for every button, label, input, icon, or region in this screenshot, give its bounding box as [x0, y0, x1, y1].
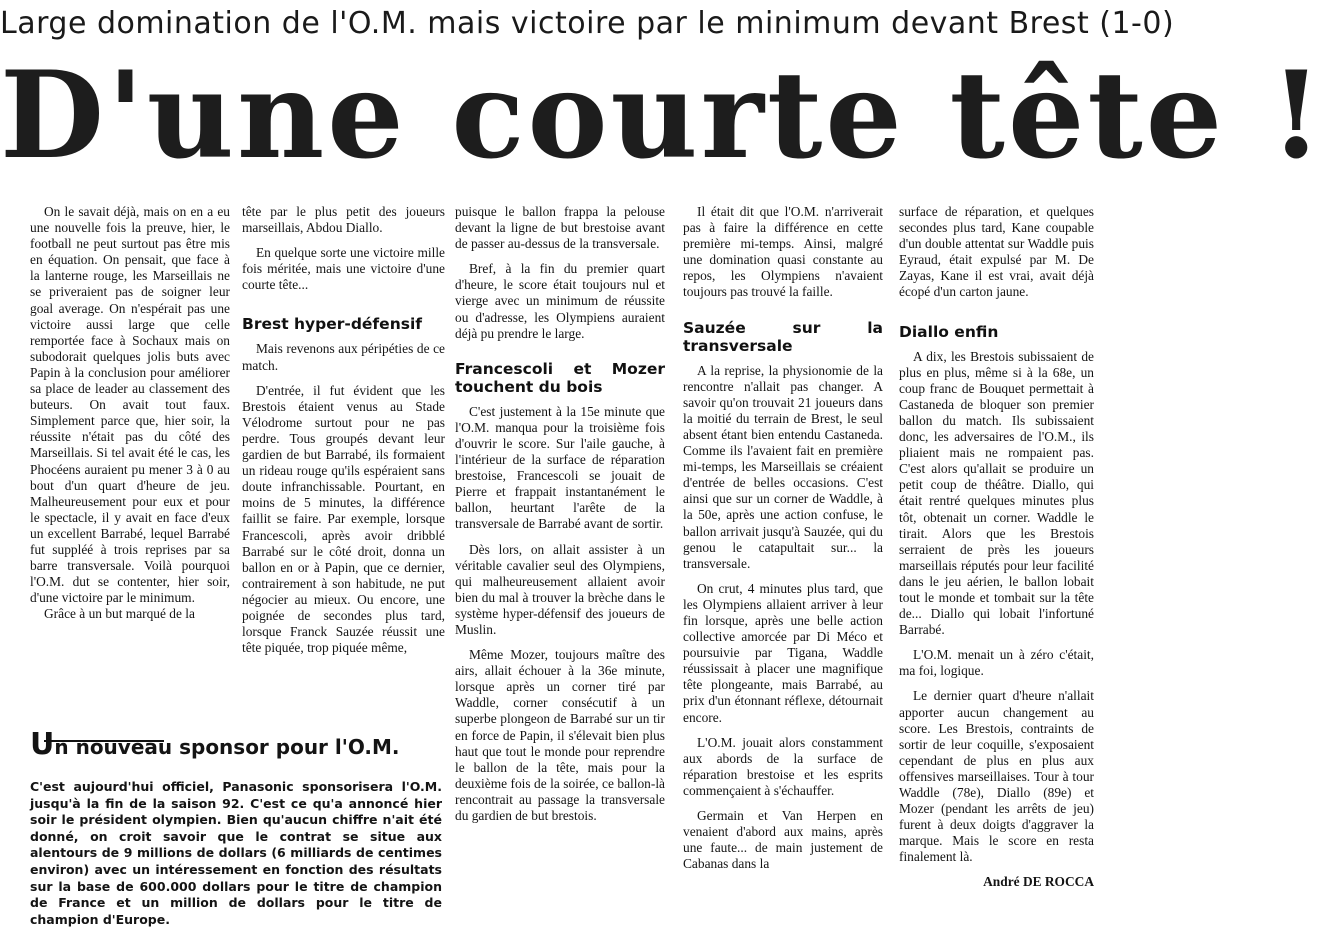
article-column-5 — [899, 204, 1094, 891]
article-column-3 — [455, 204, 665, 833]
article-paragraph: Il était dit que l'O.M. n'arriverait pas à faire la différence en cette première mi-temps. Ainsi, malgré une domination quasi constante au repos, les Olympiens n'avaient toujours pas trouvé la faille. — [683, 204, 883, 300]
article-paragraph: Germain et Van Herpen en venaient d'abord aux mains, après une faute... de main justement de Cabanas dans la — [683, 808, 883, 872]
article-paragraph: tête par le plus petit des joueurs marseillais, Abdou Diallo. — [242, 204, 445, 236]
sponsor-dropcap: U — [30, 727, 55, 762]
article-paragraph: On crut, 4 minutes plus tard, que les Olympiens allaient arriver à leur fin lorsque, après une belle action collective amorcée par Di Méco et poursuivie par Tigana, Waddle réussissait à placer une magnifique tête plongeante, mais Barrabé, au prix d'un étonnant réflexe, détournait encore. — [683, 580, 883, 725]
section-heading: Brest hyper-défensif — [242, 315, 423, 334]
section-heading: Francescoli et Mozer touchent du bois — [455, 359, 665, 396]
article-column-2 — [242, 204, 445, 665]
article-paragraph: Le dernier quart d'heure n'allait apporter aucun changement au score. Les Brestois, contraints de sortir de leur coquille, s'exposaient cependant de plus en plus aux offensives marseillaises. Tour à tour Waddle (78e), Diallo (89e) et Mozer (pendant les arrêts de jeu) furent à deux doigts d'aggraver la marque. Mais le score en resta finalement là. — [899, 688, 1094, 865]
article-paragraph: Grâce à un but marqué de la — [44, 606, 195, 622]
section-heading: Diallo enfin — [899, 322, 999, 341]
subtitle: Large domination de l'O.M. mais victoire par le minimum devant Brest (1-0) — [0, 6, 1175, 41]
article-paragraph: Même Mozer, toujours maître des airs, allait échouer à la 36e minute, lorsque après un corner tiré par Waddle, corner consécutif à un superbe plongeon de Barrabé sur un tir en force de Papin, il s'élevait bien plus haut que tout le monde pour reprendre le ballon de la tête, mais pour la deuxième fois de la soirée, ce ballon-là rencontrait au passage la transversale du gardien de but brestois. — [455, 647, 665, 823]
article-paragraph: Bref, à la fin du premier quart d'heure, le score était toujours nul et vierge avec un minimum de réussite ou d'adresse, les Olympiens auraient déjà pu prendre le large. — [455, 261, 665, 341]
article-paragraph: En quelque sorte une victoire mille fois méritée, mais une victoire d'une courte tête... — [242, 245, 445, 293]
article-paragraph: L'O.M. jouait alors constamment aux abords de la surface de réparation brestoise et les esprits commençaient à s'échauffer. — [683, 734, 883, 798]
article-column-1 — [30, 204, 230, 631]
article-paragraph: puisque le ballon frappa la pelouse devant la ligne de but brestoise avant de passer au-dessus de la transversale. — [455, 204, 665, 252]
article-paragraph: C'est justement à la 15e minute que l'O.M. manqua pour la troisième fois d'ouvrir le score. Sur l'aile gauche, à l'intérieur de la surface de réparation brestoise, Francescoli se jouait de Pierre et frappait instantanément le ballon, heurtant l'arête de la transversale de Barrabé avant de sortir. — [455, 403, 665, 532]
article-paragraph: L'O.M. menait un à zéro c'était, ma foi, logique. — [899, 647, 1094, 679]
headline: D'une courte tête ! — [0, 45, 1326, 186]
article-paragraph: On le savait déjà, mais on en a eu une nouvelle fois la preuve, hier, le football ne peut surtout pas être mis en équation. On pensait, que face à la lanterne rouge, les Marseillais ne se priveraient pas de soigner leur goal average. On n'espérait pas une victoire aussi large que celle remportée face à Sochaux mais on subodorait quelques jolis buts avec Papin à la conclusion pour améliorer sa place de leader au classement des buteurs. On avait tout faux. Simplement parce que, hier soir, la réussite n'était pas du côté des Marseillais. Si tel avait été le cas, les Phocéens auraient pu mener 3 à 0 au bout d'un quart d'heure de jeu. Malheureusement pour eux et pour le spectacle, il y avait en face d'eux un excellent Barrabé, lequel Barrabé fut suppléé à trois reprises par sa barre transversale. Voilà pourquoi l'O.M. dut se contenter, hier soir, d'une victoire par le minimum. — [30, 204, 230, 606]
article-column-4 — [683, 204, 883, 881]
article-paragraph: Dès lors, on allait assister à un véritable cavalier seul des Olympiens, qui malheureusement allaient avoir bien du mal à trouver la brèche dans le système hyper-défensif des joueurs de Muslin. — [455, 541, 665, 637]
byline: André DE ROCCA — [983, 874, 1094, 890]
article-paragraph: D'entrée, il fut évident que les Brestois étaient venus au Stade Vélodrome surtout pour ne pas perdre. Tous groupés devant leur gardien de but Barrabé, ils formaient un rideau rouge qu'ils espéraient sans doute infranchissable. Pourtant, en moins de 5 minutes, la différence faillit se faire. Par exemple, lorsque Francescoli, après avoir dribblé Barrabé sur le côté droit, donna un ballon en or à Papin, que ce dernier, contrairement à son habitude, ne put négocier au mieux. Ou encore, une poignée de secondes plus tard, lorsque Franck Sauzée réussit une tête piquée, trop piquée même, — [242, 382, 445, 656]
sponsor-title-rule — [44, 740, 164, 742]
sponsor-body: C'est aujourd'hui officiel, Panasonic sponsorisera l'O.M. jusqu'à la fin de la saison 92. C'est ce qu'a annoncé hier soir le président olympien. Bien qu'aucun chiffre n'ait été donné, on croit savoir que le contrat se situe aux alentours de 9 millions de dollars (6 milliards de centimes environ) avec un intéressement en fonction des résultats sur la base de 600.000 dollars pour le titre de champion de France et un million de dollars pour le titre de champion d'Europe. — [30, 779, 442, 927]
sponsor-title-text: n nouveau sponsor pour l'O.M. — [54, 735, 400, 759]
article-paragraph: Mais revenons aux péripéties de ce match. — [242, 341, 445, 373]
article-paragraph: A la reprise, la physionomie de la rencontre n'allait pas changer. A savoir qu'on trouvait 21 joueurs dans la moitié du terrain de Brest, le seul absent étant bien entendu Castaneda. Comme ils l'avaient fait en première mi-temps, les Marseillais se créaient d'entrée de belles occasions. C'est ainsi que sur un corner de Waddle, à la 50e, après une action confuse, le ballon arrivait jusqu'à Sauzée, qui du genou le catapultait sur... la transversale. — [683, 362, 883, 571]
section-heading: Sauzée sur la transversale — [683, 318, 883, 355]
sponsor-title — [30, 727, 450, 762]
article-paragraph: surface de réparation, et quelques secondes plus tard, Kane coupable d'un double attentat sur Waddle puis Eyraud, était expulsé par M. De Zayas, Kane il est vrai, avait déjà écopé d'un carton jaune. — [899, 204, 1094, 300]
article-paragraph: A dix, les Brestois subissaient de plus en plus, même si à la 68e, un coup franc de Bouquet permettait à Castaneda de bloquer son premier ballon du match. Ils subissaient donc, les adversaires de l'O.M., ils pliaient mais ne rompaient pas. C'est alors qu'allait se produire un petit coup de théâtre. Diallo, qui était rentré quelques minutes plus tôt, obtenait un corner. Waddle le tirait. Alors que les Brestois serraient de près les joueurs marseillais réputés pour leur facilité dans le jeu aérien, le ballon lobait tout le monde et tombait sur la tête de... Diallo qui lobait l'infortuné Barrabé. — [899, 348, 1094, 638]
